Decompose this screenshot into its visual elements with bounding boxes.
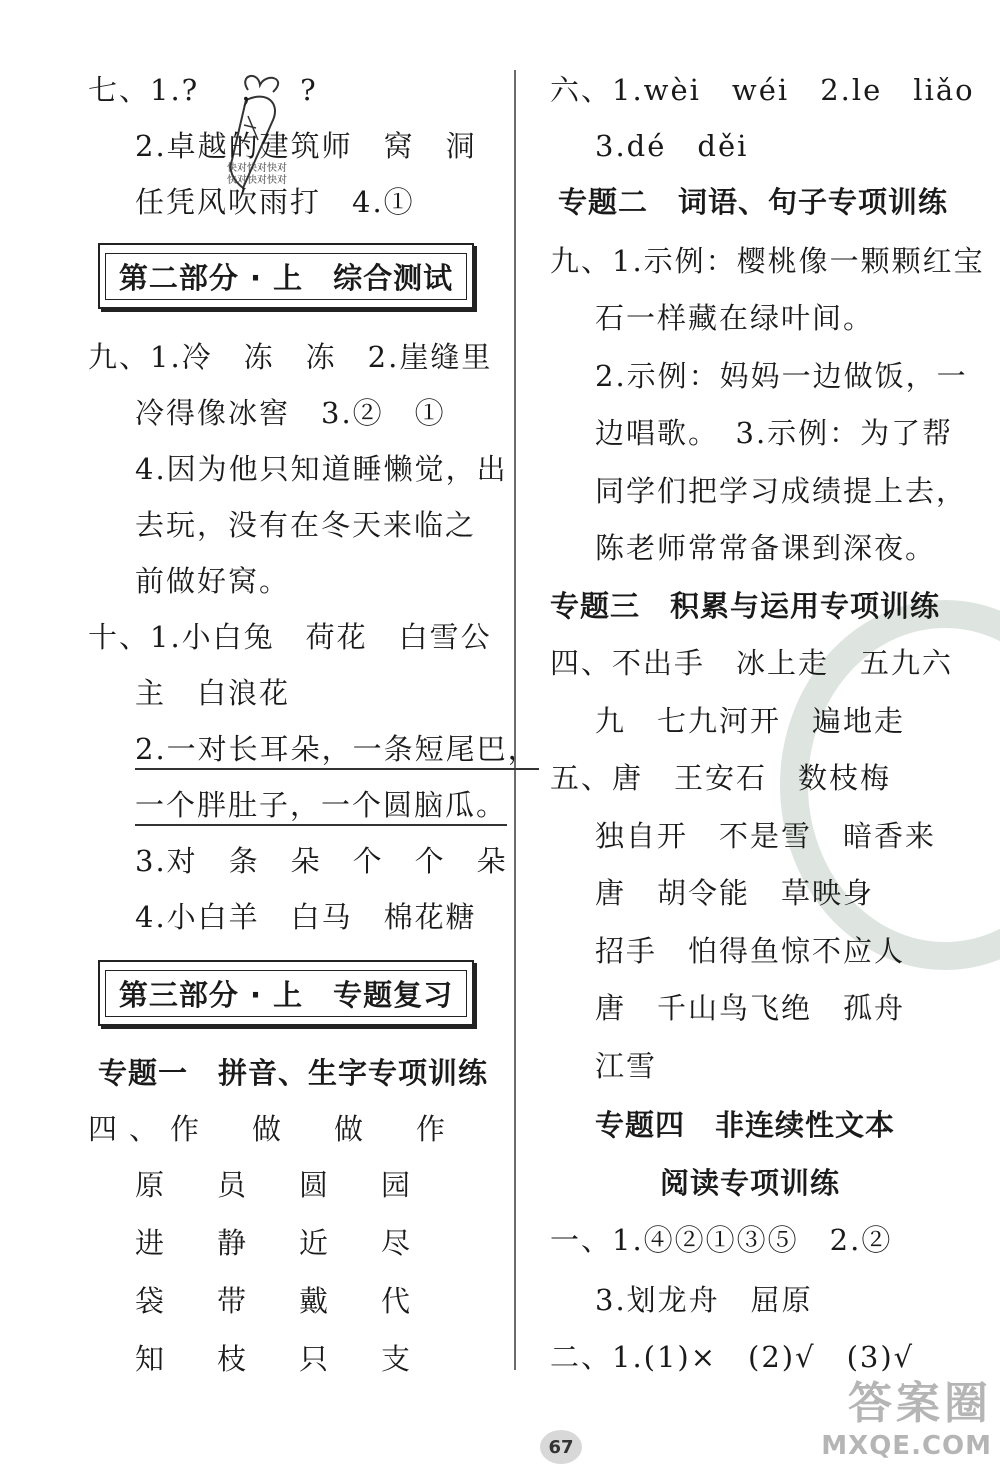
answer-line: 3.对 条 朵 个 个 朵 (135, 844, 508, 878)
answer-line: 一、1.④②①③⑤ 2.② (550, 1223, 893, 1257)
answer-line (135, 729, 539, 769)
answer-line: 冷得像冰窖 3.② ① (135, 396, 446, 430)
answer-line: 四、不出手 冰上走 五九六 (550, 646, 954, 680)
answer-line: 任凭风吹雨打 4.① (135, 185, 415, 219)
carrot-caption: 快对快对快对 快对快对快对 (227, 163, 287, 186)
answer-line: 同学们把学习成绩提上去， (595, 474, 968, 508)
underlined-answer: 2.一对长耳朵，一条短尾巴， (135, 732, 539, 770)
section-heading-box (98, 243, 474, 309)
answer-line: 3.dé děi (595, 129, 749, 163)
answer-line: 二、1.(1)× (2)√ (3)√ (550, 1340, 915, 1374)
answer-line: 七、1.? ， ? (88, 73, 318, 107)
answer-line: 去玩，没有在冬天来临之 (135, 508, 477, 542)
answer-line (135, 785, 507, 825)
answer-line: 九、1.示例：樱桃像一颗颗红宝 (550, 244, 985, 278)
answer-line: 进 静 近 尽 (135, 1226, 423, 1260)
page-number: 67 (540, 1430, 582, 1464)
answer-line: 2.示例：妈妈一边做饭，一 (595, 359, 968, 393)
answer-line: 原 员 圆 园 (135, 1168, 423, 1202)
answer-line: 五、唐 王安石 数枝梅 (550, 761, 892, 795)
section-heading: 第三部分 · 上 专题复习 (105, 970, 467, 1017)
watermark (821, 1367, 992, 1461)
section-heading: 第二部分 · 上 综合测试 (105, 253, 467, 300)
answer-line: 十、1.小白兔 荷花 白雪公 (88, 620, 492, 654)
answer-line: 边唱歌。 3.示例：为了帮 (595, 416, 954, 450)
answer-line: 知 枝 只 支 (135, 1342, 423, 1376)
topic-heading: 阅读专项训练 (660, 1166, 841, 1200)
answer-line: 九 七九河开 遍地走 (595, 704, 906, 738)
topic-heading: 专题三 积累与运用专项训练 (550, 589, 941, 623)
answer-line: 四、作 做 做 作 (88, 1112, 458, 1146)
answer-line: 六、1.wèi wéi 2.le liǎo (550, 73, 975, 107)
section-heading-box (98, 960, 474, 1026)
answer-line: 前做好窝。 (135, 564, 291, 598)
answer-line: 九、1.冷 冻 冻 2.崖缝里 (88, 340, 493, 374)
column-divider (514, 70, 516, 1370)
answer-line: 主 白浪花 (135, 676, 291, 710)
underlined-answer: 一个胖肚子，一个圆脑瓜。 (135, 788, 507, 826)
answer-line: 陈老师常常备课到深夜。 (595, 531, 937, 565)
watermark-logo-text: 答案圈 (848, 1378, 992, 1429)
answer-line: 3.划龙舟 屈原 (595, 1283, 813, 1317)
answer-line: 独自开 不是雪 暗香来 (595, 819, 937, 853)
topic-heading: 专题四 非连续性文本 (595, 1108, 896, 1142)
answer-line: 2.卓越的建筑师 窝 洞 (135, 129, 477, 163)
answer-line: 袋 带 戴 代 (135, 1284, 423, 1318)
answer-line: 唐 千山鸟飞绝 孤舟 (595, 991, 906, 1025)
topic-heading: 专题二 词语、句子专项训练 (558, 185, 949, 219)
answer-line: 石一样藏在绿叶间。 (595, 301, 875, 335)
answer-line: 4.小白羊 白马 棉花糖 (135, 900, 477, 934)
watermark-url: MXQE.COM (821, 1431, 992, 1461)
answer-line: 唐 胡令能 草映身 (595, 876, 875, 910)
answer-line: 江雪 (595, 1049, 658, 1083)
answer-line: 4.因为他只知道睡懒觉，出 (135, 452, 508, 486)
answer-line: 招手 怕得鱼惊不应人 (595, 934, 906, 968)
topic-heading: 专题一 拼音、生字专项训练 (98, 1056, 489, 1090)
